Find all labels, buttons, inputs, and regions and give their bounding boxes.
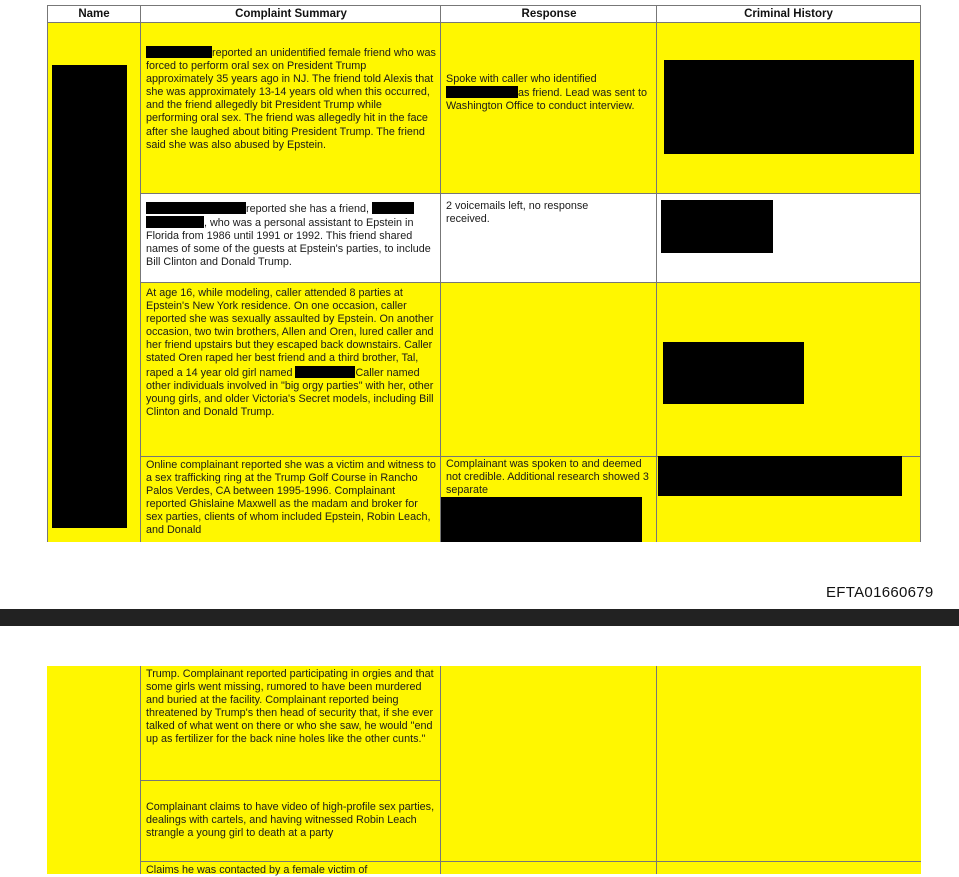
cont-row-divider-1 xyxy=(141,780,441,781)
row4-response: Complainant was spoken to and deemed not credible. Additional research showed 3 separate xyxy=(446,458,649,497)
row1-complaint-summary: reported an unidentified female friend who was forced to perform oral sex on President Trump approximately 35 years ago in NJ. The friend told Alexis that she was approximately 13-14 years old when this occurred, and the friend allegedly bit President Trump while performing oral sex. The friend was allegedly hit in the face after she laughed about biting President Trump. The friend said she was also abused by Epstein. xyxy=(146,47,436,151)
col-border-response xyxy=(656,5,657,542)
col-border-name xyxy=(140,5,141,542)
row2-bottom-border xyxy=(141,282,921,283)
row1-criminal-history-redaction xyxy=(664,60,914,154)
row1-response: Spoke with caller who identified as friend. Lead was sent to Washington Office to conduct interview. xyxy=(446,73,648,113)
row2-complaint-summary: reported she has a friend, , who was a personal assistant to Epstein in Florida from 1986 until 1991 or 1992. This friend shared names of some of the guests at Epstein's parties, to include Bill Clinton and Donald Trump. xyxy=(146,203,431,269)
cont-col-border-response xyxy=(656,666,657,874)
col-border-left xyxy=(47,5,48,542)
row3-bottom-border-summary xyxy=(141,456,441,457)
row1-bottom-border xyxy=(141,193,921,194)
redaction-caller-name-2 xyxy=(146,202,246,214)
name-redaction xyxy=(52,65,127,528)
table-top-border xyxy=(47,5,921,6)
row6-complaint-summary: Claims he was contacted by a female victim of xyxy=(146,864,368,876)
document-id: EFTA01660679 xyxy=(826,584,934,601)
redaction-friend-name-3 xyxy=(146,216,204,228)
redaction-caller-name xyxy=(146,46,212,58)
redaction-victim-name xyxy=(295,366,355,378)
col-border-summary xyxy=(440,5,441,542)
header-complaint-summary: Complaint Summary xyxy=(235,8,347,20)
row4-criminal-history-redaction xyxy=(658,456,902,496)
col-border-right xyxy=(920,5,921,542)
page-divider xyxy=(0,609,959,626)
cont-col-border-summary xyxy=(440,666,441,874)
row3-complaint-summary: At age 16, while modeling, caller attended 8 parties at Epstein's New York residence. On one occasion, caller reported she was sexually assaulted by Epstein. On another occasion, two twin brothers, Allen and Oren, lured caller and her friend upstairs but they escaped back downstairs. Caller stated Oren raped her best friend and a third brother, Tal, raped a 14 year old girl named Caller named other individuals involved in "big orgy parties" with her, other young girls, and older Victoria's Secret models, including Bill Clinton and Donald Trump. xyxy=(146,287,434,418)
redaction-friend-name-2 xyxy=(372,202,414,214)
row4-complaint-summary: Online complainant reported she was a victim and witness to a sex trafficking ring at the Trump Golf Course in Rancho Palos Verdes, CA between 1995-1996. Complainant reported Ghislaine Maxwell as the madam and broker for sex parties, clients of whom included Epstein, Robin Leach, and Donald xyxy=(146,459,436,537)
row3-criminal-history-redaction xyxy=(663,342,804,404)
row2-criminal-history-redaction xyxy=(661,200,773,253)
header-criminal-history: Criminal History xyxy=(744,8,833,20)
row4-complaint-summary-continued: Trump. Complainant reported participating in orgies and that some girls went missing, rumored to have been murdered and buried at the facility. Complainant reported being threatened by Trump's then head of security that, if she ever talked of what went on there or who she saw, he would "end up as fertilizer for the back nine holes like the other cunts." xyxy=(146,668,434,746)
row4-response-redaction xyxy=(441,497,642,542)
row2-response: 2 voicemails left, no response received. xyxy=(446,200,589,226)
cont-row-divider-2 xyxy=(141,861,921,862)
header-bottom-border xyxy=(47,22,921,23)
redaction-friend-name xyxy=(446,86,518,98)
row5-complaint-summary: Complainant claims to have video of high-profile sex parties, dealings with cartels, and having witnessed Robin Leach strangle a young girl to death at a party xyxy=(146,801,435,840)
cont-col-border-name xyxy=(140,666,141,874)
header-name: Name xyxy=(78,8,110,20)
header-response: Response xyxy=(521,8,577,20)
